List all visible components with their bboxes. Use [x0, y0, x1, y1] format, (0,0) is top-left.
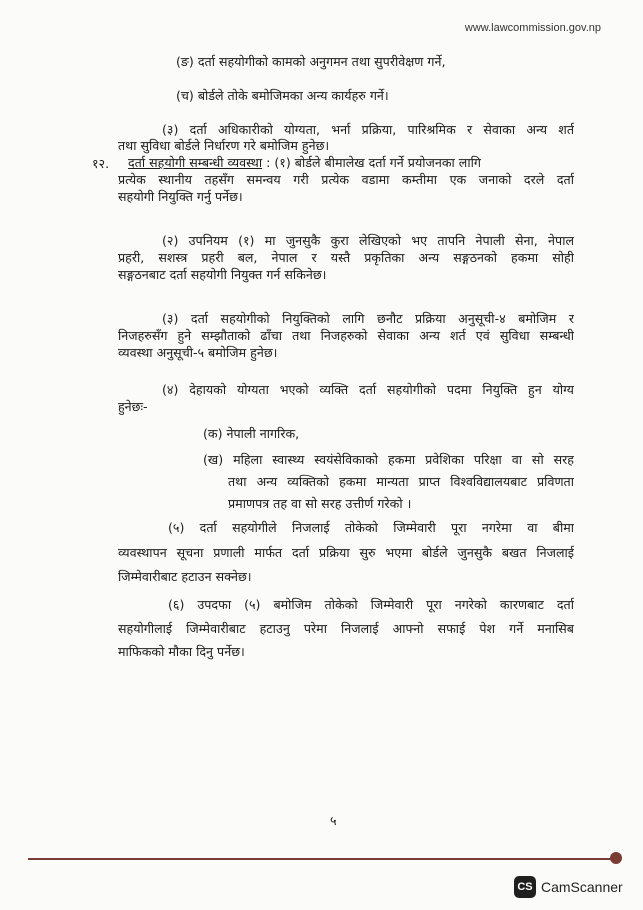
section-1-line2: प्रत्येक स्थानीय तहसँग समन्वय गरी प्रत्येक वडामा कम्तीमा एक जनाको दरले दर्ता	[118, 172, 574, 187]
subrule-6-line3: माफिकको मौका दिनु पर्नेछ।	[118, 644, 245, 659]
section-1-line3: सहयोगी नियुक्ति गर्नु पर्नेछ।	[118, 189, 243, 204]
subrule-2-line3: सङ्गठनबाट दर्ता सहयोगी नियुक्त गर्न सकिनेछ।	[118, 267, 327, 282]
subrule-3-line2: तथा सुविधा बोर्डले निर्धारण गरे बमोजिम हुनेछ।	[118, 138, 330, 153]
subrule-5-line3: जिम्मेवारीबाट हटाउन सक्नेछ।	[118, 569, 252, 584]
camscanner-label: CamScanner	[541, 879, 623, 895]
subrule-6-line2: सहयोगीलाई जिम्मेवारीबाट हटाउनु परेमा निजलाई आफ्नो सफाई पेश गर्ने मनासिब	[118, 621, 574, 636]
section-1-intro: : (१) बोर्डले बीमालेख दर्ता गर्ने प्रयोजनका लागि	[266, 155, 481, 170]
subrule-3b-line2: निजहरुसँग हुने सम्झौताको ढाँचा तथा निजहरुको सेवाका अन्य शर्त एवं सुविधा सम्बन्धी	[118, 328, 574, 343]
clause-kha-line3: प्रमाणपत्र तह वा सो सरह उत्तीर्ण गरेको ।	[228, 496, 412, 511]
section-heading-line	[128, 155, 481, 171]
subrule-3b-line3: व्यवस्था अनुसूची-५ बमोजिम हुनेछ।	[118, 345, 278, 360]
subrule-4-line2: हुनेछः-	[118, 399, 148, 414]
clause-cha: (च) बोर्डले तोके बमोजिमका अन्य कार्यहरु गर्ने।	[176, 88, 389, 103]
section-title: दर्ता सहयोगी सम्बन्धी व्यवस्था	[128, 155, 263, 170]
clause-kha-line1: (ख) महिला स्वास्थ्य स्वयंसेविकाको हकमा प्रवेशिका परिक्षा वा सो सरह	[203, 452, 574, 467]
camscanner-watermark	[514, 876, 623, 898]
subrule-6-line1: (६) उपदफा (५) बमोजिम तोकेको जिम्मेवारी पूरा नगरेको कारणबाट दर्ता	[168, 597, 574, 612]
subrule-2-line1: (२) उपनियम (१) मा जुनसुकै कुरा लेखिएको भए तापनि नेपाली सेना, नेपाल	[162, 233, 574, 248]
section-number: १२.	[92, 156, 110, 171]
page-number: ५	[330, 813, 337, 828]
subrule-3b-line1: (३) दर्ता सहयोगीको नियुक्तिको लागि छनौट प्रक्रिया अनुसूची-४ बमोजिम र	[162, 311, 574, 326]
footer-rule-dot	[610, 852, 622, 864]
subrule-2-line2: प्रहरी, सशस्त्र प्रहरी बल, नेपाल र यस्तै प्रकृतिका अन्य सङ्गठनको हकमा सोही	[118, 250, 574, 265]
subrule-5-line2: व्यवस्थापन सूचना प्रणाली मार्फत दर्ता प्रक्रिया सुरु भएमा बोर्डले जुनसुकै बखत निजलाई	[118, 545, 574, 560]
camscanner-logo-icon: CS	[514, 876, 536, 898]
footer-rule	[28, 858, 616, 860]
clause-kha-line2: तथा अन्य व्यक्तिको हकमा मान्यता प्राप्त विश्वविद्यालयबाट प्रविणता	[228, 474, 574, 489]
subrule-5-line1: (५) दर्ता सहयोगीले निजलाई तोकेको जिम्मेवारी पूरा नगरेमा वा बीमा	[168, 520, 574, 535]
clause-nga: (ङ) दर्ता सहयोगीको कामको अनुगमन तथा सुपरीवेक्षण गर्ने,	[176, 54, 446, 69]
clause-ka: (क) नेपाली नागरिक,	[203, 426, 300, 441]
subrule-3-line1: (३) दर्ता अधिकारीको योग्यता, भर्ना प्रक्रिया, पारिश्रमिक र सेवाका अन्य शर्त	[162, 122, 574, 137]
header-url: www.lawcommission.gov.np	[464, 22, 601, 34]
subrule-4-line1: (४) देहायको योग्यता भएको व्यक्ति दर्ता सहयोगीको पदमा नियुक्ति हुन योग्य	[162, 382, 574, 397]
